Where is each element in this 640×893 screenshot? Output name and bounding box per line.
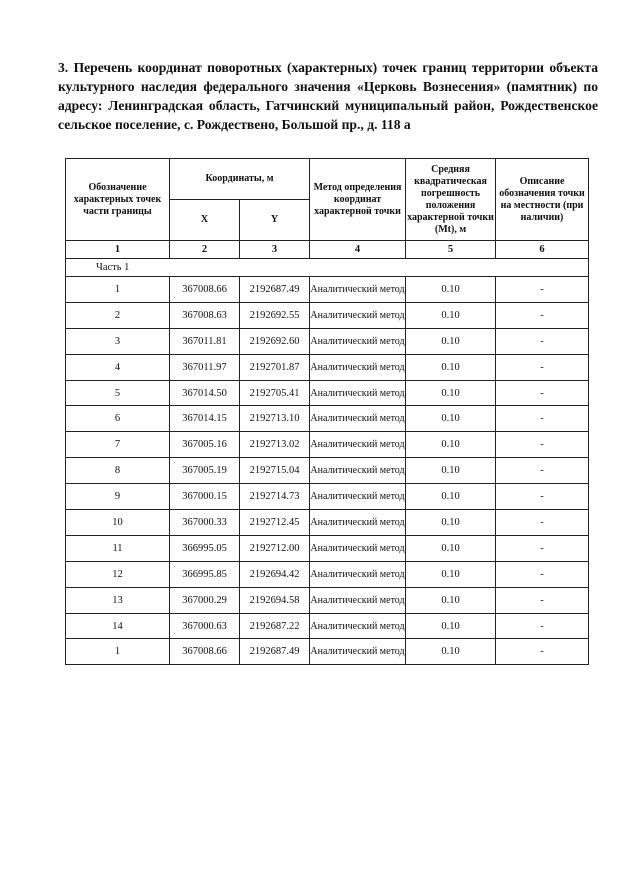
x-coordinate-cell: 367008.66	[170, 277, 240, 303]
x-coordinate-cell: 366995.05	[170, 535, 240, 561]
table-body	[66, 241, 589, 665]
method-cell: Аналитический метод	[310, 406, 406, 432]
description-cell: -	[496, 613, 589, 639]
y-coordinate-cell: 2192714.73	[240, 484, 310, 510]
table-row	[66, 458, 589, 484]
table-row	[66, 613, 589, 639]
description-cell: -	[496, 484, 589, 510]
description-cell: -	[496, 406, 589, 432]
method-cell: Аналитический метод	[310, 561, 406, 587]
header-x: X	[170, 200, 240, 241]
x-coordinate-cell: 367011.81	[170, 328, 240, 354]
method-cell: Аналитический метод	[310, 354, 406, 380]
table-row	[66, 639, 589, 665]
error-cell: 0.10	[406, 432, 496, 458]
x-coordinate-cell: 367000.63	[170, 613, 240, 639]
table-row	[66, 484, 589, 510]
x-coordinate-cell: 367008.63	[170, 302, 240, 328]
x-coordinate-cell: 367011.97	[170, 354, 240, 380]
table-row	[66, 510, 589, 536]
part-label: Часть 1	[66, 259, 589, 277]
table-row	[66, 354, 589, 380]
column-number: 4	[310, 241, 406, 259]
error-cell: 0.10	[406, 458, 496, 484]
point-number-cell: 10	[66, 510, 170, 536]
table-row	[66, 432, 589, 458]
error-cell: 0.10	[406, 277, 496, 303]
x-coordinate-cell: 367005.16	[170, 432, 240, 458]
y-coordinate-cell: 2192701.87	[240, 354, 310, 380]
x-coordinate-cell: 367008.66	[170, 639, 240, 665]
method-cell: Аналитический метод	[310, 587, 406, 613]
column-number-row	[66, 241, 589, 259]
description-cell: -	[496, 639, 589, 665]
y-coordinate-cell: 2192687.49	[240, 277, 310, 303]
method-cell: Аналитический метод	[310, 510, 406, 536]
part-row	[66, 259, 589, 277]
y-coordinate-cell: 2192712.00	[240, 535, 310, 561]
table-row	[66, 406, 589, 432]
method-cell: Аналитический метод	[310, 380, 406, 406]
table-row	[66, 561, 589, 587]
x-coordinate-cell: 366995.85	[170, 561, 240, 587]
y-coordinate-cell: 2192713.02	[240, 432, 310, 458]
error-cell: 0.10	[406, 535, 496, 561]
header-y: Y	[240, 200, 310, 241]
y-coordinate-cell: 2192692.55	[240, 302, 310, 328]
header-coordinates: Координаты, м	[170, 159, 310, 200]
y-coordinate-cell: 2192715.04	[240, 458, 310, 484]
description-cell: -	[496, 354, 589, 380]
point-number-cell: 13	[66, 587, 170, 613]
y-coordinate-cell: 2192687.22	[240, 613, 310, 639]
table-row	[66, 380, 589, 406]
y-coordinate-cell: 2192687.49	[240, 639, 310, 665]
error-cell: 0.10	[406, 380, 496, 406]
y-coordinate-cell: 2192692.60	[240, 328, 310, 354]
table-row	[66, 277, 589, 303]
description-cell: -	[496, 535, 589, 561]
y-coordinate-cell: 2192712.45	[240, 510, 310, 536]
coordinates-table	[65, 158, 589, 665]
column-number: 5	[406, 241, 496, 259]
description-cell: -	[496, 277, 589, 303]
y-coordinate-cell: 2192705.41	[240, 380, 310, 406]
point-number-cell: 1	[66, 639, 170, 665]
point-number-cell: 7	[66, 432, 170, 458]
point-number-cell: 12	[66, 561, 170, 587]
y-coordinate-cell: 2192694.42	[240, 561, 310, 587]
point-number-cell: 8	[66, 458, 170, 484]
method-cell: Аналитический метод	[310, 484, 406, 510]
error-cell: 0.10	[406, 302, 496, 328]
error-cell: 0.10	[406, 484, 496, 510]
description-cell: -	[496, 561, 589, 587]
table-row	[66, 328, 589, 354]
method-cell: Аналитический метод	[310, 458, 406, 484]
method-cell: Аналитический метод	[310, 328, 406, 354]
point-number-cell: 6	[66, 406, 170, 432]
column-number: 2	[170, 241, 240, 259]
error-cell: 0.10	[406, 510, 496, 536]
method-cell: Аналитический метод	[310, 432, 406, 458]
point-number-cell: 3	[66, 328, 170, 354]
x-coordinate-cell: 367000.33	[170, 510, 240, 536]
table-row	[66, 535, 589, 561]
header-error: Средняя квадратическая погрешность положения характерной точки (Mt), м	[406, 159, 496, 241]
x-coordinate-cell: 367000.15	[170, 484, 240, 510]
x-coordinate-cell: 367014.15	[170, 406, 240, 432]
y-coordinate-cell: 2192713.10	[240, 406, 310, 432]
header-description: Описание обозначения точки на местности (при наличии)	[496, 159, 589, 241]
description-cell: -	[496, 302, 589, 328]
description-cell: -	[496, 587, 589, 613]
point-number-cell: 1	[66, 277, 170, 303]
point-number-cell: 9	[66, 484, 170, 510]
x-coordinate-cell: 367000.29	[170, 587, 240, 613]
method-cell: Аналитический метод	[310, 535, 406, 561]
column-number: 6	[496, 241, 589, 259]
error-cell: 0.10	[406, 354, 496, 380]
method-cell: Аналитический метод	[310, 613, 406, 639]
error-cell: 0.10	[406, 613, 496, 639]
description-cell: -	[496, 380, 589, 406]
point-number-cell: 14	[66, 613, 170, 639]
x-coordinate-cell: 367014.50	[170, 380, 240, 406]
point-number-cell: 2	[66, 302, 170, 328]
table-header-row	[66, 159, 589, 200]
error-cell: 0.10	[406, 406, 496, 432]
method-cell: Аналитический метод	[310, 639, 406, 665]
description-cell: -	[496, 432, 589, 458]
error-cell: 0.10	[406, 587, 496, 613]
error-cell: 0.10	[406, 328, 496, 354]
error-cell: 0.10	[406, 561, 496, 587]
column-number: 1	[66, 241, 170, 259]
table-row	[66, 587, 589, 613]
description-cell: -	[496, 458, 589, 484]
table-row	[66, 302, 589, 328]
point-number-cell: 11	[66, 535, 170, 561]
header-designation: Обозначение характерных точек части границы	[66, 159, 170, 241]
point-number-cell: 4	[66, 354, 170, 380]
section-heading: 3. Перечень координат поворотных (характерных) точек границ территории объекта культурного наследия федерального значения «Церковь Вознесения» (памятник) по адресу: Ленинградская область, Гатчинский муниципальный район, Рождественское сельское поселение, с. Рождествено, Большой пр., д. 118 а	[58, 60, 598, 132]
column-number: 3	[240, 241, 310, 259]
method-cell: Аналитический метод	[310, 302, 406, 328]
y-coordinate-cell: 2192694.58	[240, 587, 310, 613]
method-cell: Аналитический метод	[310, 277, 406, 303]
point-number-cell: 5	[66, 380, 170, 406]
description-cell: -	[496, 510, 589, 536]
description-cell: -	[496, 328, 589, 354]
header-method: Метод определения координат характерной точки	[310, 159, 406, 241]
x-coordinate-cell: 367005.19	[170, 458, 240, 484]
error-cell: 0.10	[406, 639, 496, 665]
